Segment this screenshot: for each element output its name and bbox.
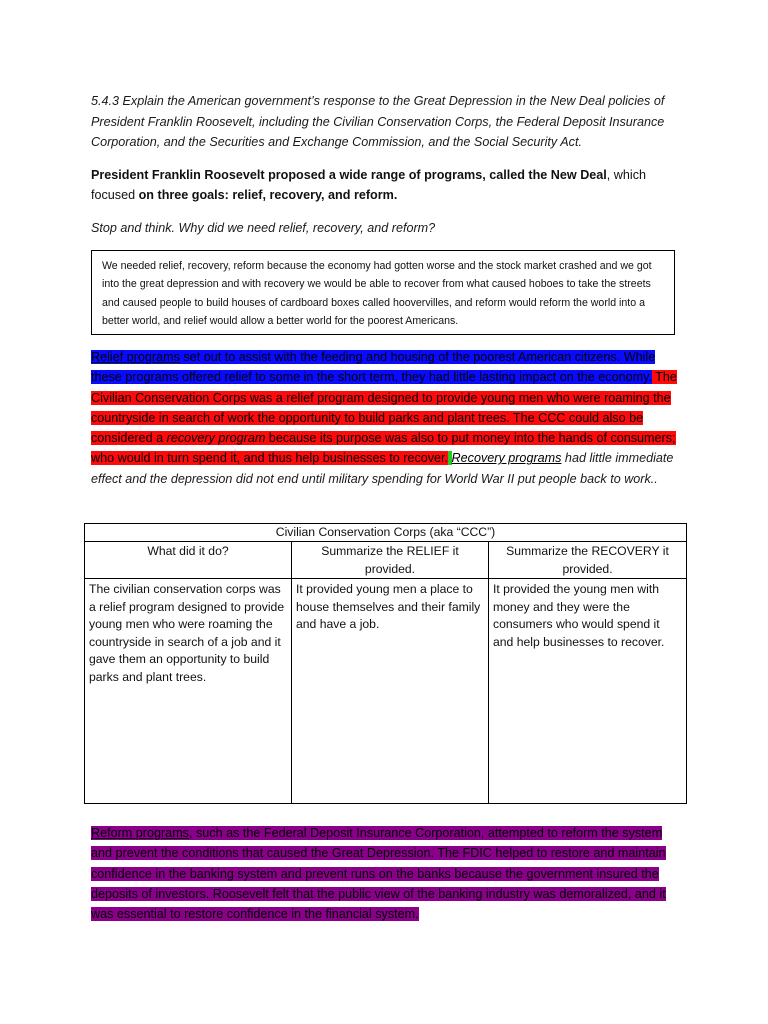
column-header-recovery: Summarize the RECOVERY it provided. — [489, 542, 687, 579]
reform-paragraph — [91, 823, 683, 924]
reform-highlight — [91, 826, 666, 921]
cell-relief-answer[interactable]: It provided young men a place to house themselves and their family and have a job. — [292, 579, 489, 804]
relief-paragraph — [91, 347, 683, 489]
intro-new-deal: New Deal — [550, 168, 607, 182]
intro-middle: , which focused — [91, 168, 646, 202]
relief-blue-text: set out to assist with the feeding and housing of the poorest American citizens. While these programs offered relief to some in the short term, they had little lasting impact on the economy. — [91, 350, 656, 385]
relief-tail-text: had little immediate effect and the depression did not end until military spending for World War II put people back to work.. — [91, 451, 674, 486]
column-header-relief: Summarize the RELIEF it provided. — [292, 542, 489, 579]
stop-and-think-prompt: Stop and think. Why did we need relief, recovery, and reform? — [91, 221, 436, 235]
reform-programs-label: Reform programs — [91, 826, 189, 840]
relief-highlight — [91, 350, 655, 384]
recovery-program-em: recovery program — [166, 431, 266, 446]
recovery-programs-label: Recovery programs — [451, 451, 562, 466]
ccc-text-1: The Civilian Conservation Corps was a relief program designed to provide young men who were roaming the countryside in search of work the opportunity to build parks and plant trees. — [91, 370, 677, 425]
cell-recovery-answer[interactable]: It provided the young men with money and they were the consumers who would spend it and help businesses to recover. — [489, 579, 687, 804]
ccc-text-3: because its purpose was also to put money into the hands of consumers; who would in turn spend it, and thus help businesses to recover. — [91, 431, 676, 466]
cell-what-answer[interactable]: The civilian conservation corps was a relief program designed to provide young men who were roaming the countryside in search of a job and it gave them an opportunity to build parks and plant trees. — [85, 579, 292, 804]
relief-programs-label: Relief programs — [91, 350, 180, 364]
ccc-table — [84, 523, 687, 804]
ccc-table-title: Civilian Conservation Corps (aka “CCC”) — [85, 524, 687, 542]
reform-text: , such as the Federal Deposit Insurance Corporation, attempted to reform the system and prevent the conditions that caused the Great Depression. The FDIC helped to restore and maintain confidence in the banking system and prevent runs on the banks because the government insured the deposits of investors. Roosevelt felt that the public view of the banking industry was demoralized, and it was essential to restore confidence in the financial system. — [91, 826, 666, 922]
intro-paragraph — [91, 165, 681, 205]
column-header-what: What did it do? — [85, 542, 292, 579]
standard-text: 5.4.3 Explain the American government’s response to the Great Depression in the New Deal policies of President Franklin Roosevelt, including the Civilian Conservation Corps, the Federal Deposit Insurance Corporation, and the Securities and Exchange Commission, and the Social Security Act. — [91, 94, 665, 149]
answer-box[interactable] — [91, 250, 675, 335]
ccc-text-2: The CCC could also be considered a — [91, 410, 644, 446]
answer-text: We needed relief, recovery, reform because the economy had gotten worse and the stock market crashed and we got into the great depression and with recovery we would be able to recover from what caused hoboes to take the streets and caused people to build houses of cardboard boxes called hoovervilles, and reform would reform the world into a better world, and relief would allow a better world for the poorest Americans. — [102, 260, 652, 328]
intro-bold-lead: President Franklin Roosevelt proposed a wide range of programs, called the — [91, 168, 551, 182]
intro-bold-tail: on three goals: relief, recovery, and reform. — [138, 188, 398, 202]
